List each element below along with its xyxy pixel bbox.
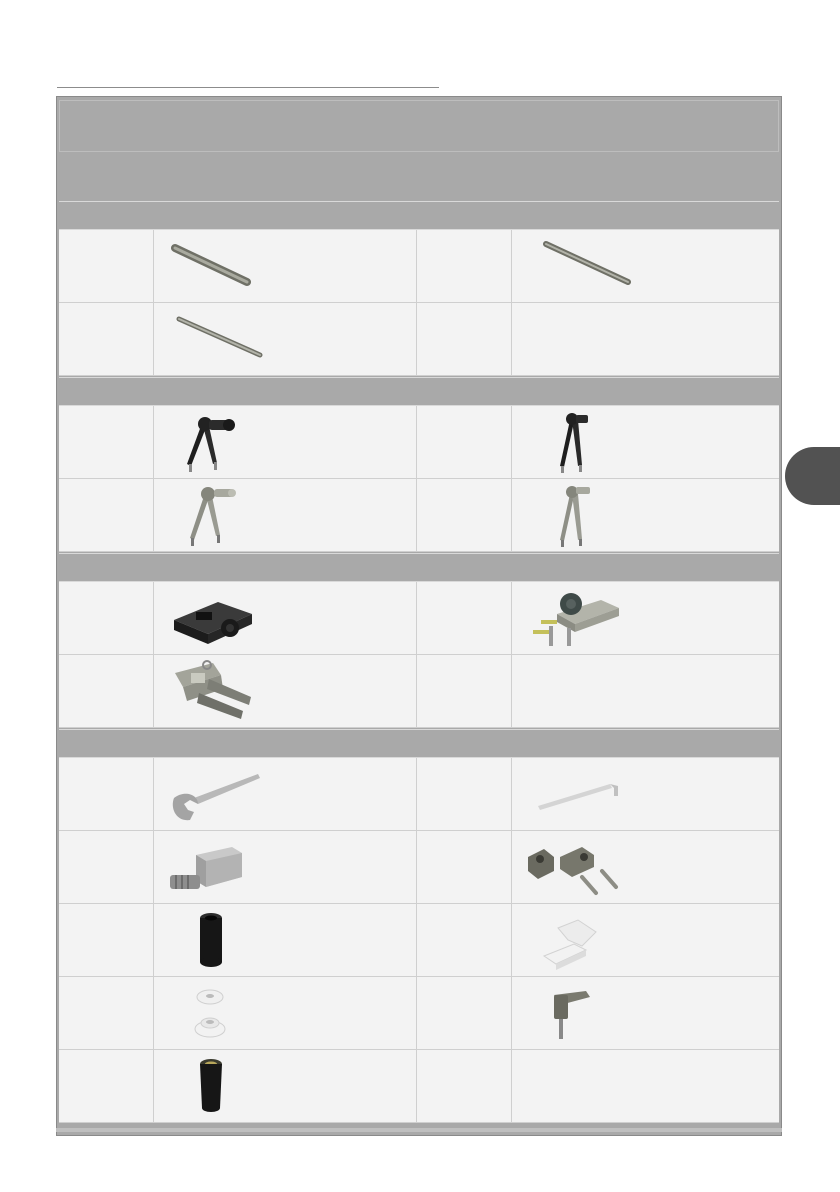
image-cell [154, 831, 417, 903]
image-cell [154, 303, 417, 375]
table-row [59, 303, 779, 376]
rod-icon [169, 240, 259, 290]
code-cell [59, 831, 154, 903]
lever-screw-icon [546, 983, 606, 1043]
code-cell [417, 904, 512, 976]
image-cell [512, 1050, 781, 1122]
image-cell [154, 1050, 417, 1122]
section-header [59, 553, 779, 582]
table-row [59, 1050, 779, 1123]
code-cell [417, 582, 512, 654]
image-cell [154, 406, 417, 478]
black-block-clamp-icon [168, 590, 258, 648]
top-rule [57, 87, 439, 88]
column-header-image-left [154, 155, 418, 193]
table-row [59, 904, 779, 977]
image-cell [154, 230, 417, 302]
code-cell [59, 977, 154, 1049]
table-row [59, 479, 779, 552]
hinge-bracket-pins-icon [524, 837, 644, 897]
image-cell [512, 230, 781, 302]
white-clip-icon [538, 912, 618, 972]
column-headers [59, 155, 779, 193]
code-cell [59, 655, 154, 727]
image-cell [154, 758, 417, 830]
metal-clamp-arm-icon [182, 482, 252, 548]
gripper-icon [169, 659, 259, 723]
chapter-tab-marker [785, 447, 840, 505]
rubber-mount-icon [196, 1056, 226, 1118]
image-cell [512, 406, 781, 478]
table-row [59, 655, 779, 728]
image-cell [512, 655, 781, 727]
hex-key-icon [534, 774, 624, 814]
image-cell [512, 758, 781, 830]
section-header [59, 377, 779, 406]
threaded-adapter-icon [166, 841, 256, 899]
rod-icon [174, 313, 269, 363]
black-clamp-arm-icon [179, 412, 249, 474]
code-cell [417, 479, 512, 551]
knob-bracket-icon [527, 586, 627, 650]
column-header-code-right [417, 155, 513, 193]
image-cell [154, 904, 417, 976]
table-row [59, 977, 779, 1050]
code-cell [59, 406, 154, 478]
wrench-icon [164, 768, 264, 828]
image-cell [512, 582, 781, 654]
code-cell [417, 758, 512, 830]
image-cell [154, 655, 417, 727]
table-row [59, 230, 779, 303]
table-row [59, 831, 779, 904]
table-row [59, 406, 779, 479]
table-row [59, 758, 779, 831]
white-washers-icon [190, 983, 230, 1045]
code-cell [417, 655, 512, 727]
section-header [59, 201, 779, 230]
image-cell [512, 831, 781, 903]
code-cell [59, 230, 154, 302]
table-row [59, 582, 779, 655]
rod-icon [540, 238, 640, 288]
metal-clamp-arm-icon [552, 482, 602, 548]
image-cell [512, 303, 781, 375]
parts-table [56, 96, 782, 1136]
image-cell [154, 977, 417, 1049]
code-cell [417, 977, 512, 1049]
image-cell [512, 479, 781, 551]
table-bottom-band [56, 1128, 782, 1132]
code-cell [417, 831, 512, 903]
image-cell [512, 904, 781, 976]
section-header [59, 729, 779, 758]
black-clamp-arm-icon [552, 410, 602, 474]
black-sleeve-icon [196, 910, 226, 972]
image-cell [154, 582, 417, 654]
code-cell [59, 479, 154, 551]
code-cell [417, 303, 512, 375]
column-header-code-left [59, 155, 155, 193]
code-cell [417, 406, 512, 478]
code-cell [59, 303, 154, 375]
code-cell [59, 582, 154, 654]
table-title [59, 100, 779, 152]
code-cell [417, 230, 512, 302]
code-cell [59, 1050, 154, 1122]
code-cell [417, 1050, 512, 1122]
column-header-image-right [512, 155, 781, 193]
code-cell [59, 904, 154, 976]
code-cell [59, 758, 154, 830]
image-cell [512, 977, 781, 1049]
image-cell [154, 479, 417, 551]
